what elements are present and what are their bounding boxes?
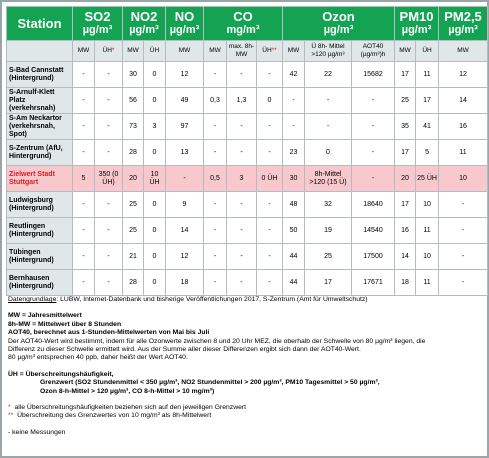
table-cell: 18640 xyxy=(352,192,395,218)
table-cell: - xyxy=(204,244,227,270)
table-cell: 0 xyxy=(305,140,352,166)
sub-no-mw: MW xyxy=(166,41,204,62)
table-cell: 32 xyxy=(305,192,352,218)
table-cell: 18 xyxy=(395,270,416,296)
table-cell: 18 xyxy=(166,270,204,296)
table-cell: 13 xyxy=(166,140,204,166)
table-cell: 0 xyxy=(144,270,166,296)
table-cell: 5 xyxy=(73,166,95,192)
table-cell: - xyxy=(95,140,123,166)
table-cell: 16 xyxy=(395,218,416,244)
table-cell: 0 xyxy=(144,192,166,218)
table-cell: 17 xyxy=(395,62,416,88)
table-cell: 20 xyxy=(123,166,144,192)
note-grenz2: Ozon 8-h-Mittel > 120 µg/m³, CO 8-h-Mittel > 10 mg/m³) xyxy=(40,387,215,395)
table-cell: - xyxy=(95,114,123,140)
note-uh: ÜH = Überschreitungshäufigkeit, xyxy=(8,370,114,378)
table-cell: 14 xyxy=(439,88,488,114)
table-cell: 25 xyxy=(123,218,144,244)
table-cell: - xyxy=(73,218,95,244)
table-cell: 44 xyxy=(283,270,305,296)
table-cell: - xyxy=(305,114,352,140)
note-dash: - keine Messungen xyxy=(8,428,66,436)
note-grenz1: Grenzwert (SO2 Stundenmittel < 350 µg/m³, NO2 Stundenmittel > 200 µg/m³, PM10 Tagesmittel > 50 µg/m³, xyxy=(40,379,380,387)
table-cell: 14540 xyxy=(352,218,395,244)
table-cell: 0 xyxy=(144,62,166,88)
table-cell: - xyxy=(95,62,123,88)
table-cell: 48 xyxy=(283,192,305,218)
header-pm10: PM10 µg/m³ xyxy=(395,7,439,41)
table-cell: - xyxy=(95,270,123,296)
table-cell: - xyxy=(95,88,123,114)
sub-no2-uh: ÜH xyxy=(144,41,166,62)
table-row xyxy=(7,244,488,270)
table-cell: - xyxy=(204,270,227,296)
header-no: NO µg/m³ xyxy=(166,7,204,41)
table-cell: 10 xyxy=(416,192,439,218)
table-cell: - xyxy=(227,114,257,140)
note-star2: ** Überschreitung des Grenzwertes von 10 mg/m³ als 8h-Mittelwert xyxy=(8,412,212,420)
table-cell: 25 xyxy=(395,88,416,114)
header-no2: NO2 µg/m³ xyxy=(123,7,166,41)
table-cell: 17671 xyxy=(352,270,395,296)
table-cell: - xyxy=(227,62,257,88)
table-cell: - xyxy=(227,244,257,270)
note-mw8: 8h-MW = Mittelwert über 8 Stunden xyxy=(8,320,122,328)
table-cell: 9 xyxy=(166,192,204,218)
table-cell: - xyxy=(73,114,95,140)
station-name: S-Bad Cannstatt (Hintergrund) xyxy=(7,62,73,88)
table-cell: 12 xyxy=(166,62,204,88)
table-cell: 12 xyxy=(166,244,204,270)
sub-co-mw: MW xyxy=(204,41,227,62)
subheader-row xyxy=(7,41,488,62)
header-so2: SO2 µg/m³ xyxy=(73,7,123,41)
table-cell: 17 xyxy=(305,270,352,296)
sub-ozon-mw: MW xyxy=(283,41,305,62)
station-name: S-Am Neckartor (verkehrsnah, Spot) xyxy=(7,114,73,140)
table-cell: - xyxy=(257,192,283,218)
table-cell: - xyxy=(305,88,352,114)
table-cell: - xyxy=(95,244,123,270)
sub-ozon-uh8: Ü 8h- Mittel >120 µg/m³ xyxy=(305,41,352,62)
table-cell: - xyxy=(257,114,283,140)
table-cell: 19 xyxy=(305,218,352,244)
footnotes xyxy=(8,296,484,437)
table-cell: 0 xyxy=(144,88,166,114)
table-cell: 56 xyxy=(123,88,144,114)
table-cell: 17 xyxy=(395,192,416,218)
table-cell: - xyxy=(166,166,204,192)
table-cell: - xyxy=(204,114,227,140)
table-cell: - xyxy=(95,218,123,244)
table-cell: - xyxy=(73,244,95,270)
table-cell: 11 xyxy=(416,270,439,296)
sub-ozon-aot: AOT40 (µg/m³)h xyxy=(352,41,395,62)
table-cell: - xyxy=(227,218,257,244)
table-cell: - xyxy=(204,62,227,88)
table-cell: - xyxy=(73,88,95,114)
table-cell: 0 ÜH xyxy=(257,166,283,192)
note-aot-text2: Differenz zu dieser Schwelle ermittelt wird. Aus der Summe aller dieser Differenzen ergibt sich dann der AOT40-Wert. xyxy=(8,346,361,354)
table-cell: 17 xyxy=(395,140,416,166)
table-row xyxy=(7,140,488,166)
table-cell: 25 xyxy=(123,192,144,218)
table-cell: 0 xyxy=(144,244,166,270)
table-cell: 17500 xyxy=(352,244,395,270)
sub-so2-uh: ÜH* xyxy=(95,41,123,62)
table-cell: 0,3 xyxy=(204,88,227,114)
table-cell: 8h-Mittel >120 (15 Ü) xyxy=(305,166,352,192)
table-cell: 50 xyxy=(283,218,305,244)
table-cell: - xyxy=(204,140,227,166)
table-row xyxy=(7,88,488,114)
table-cell: - xyxy=(227,192,257,218)
table-cell: 3 xyxy=(227,166,257,192)
table-cell: - xyxy=(95,192,123,218)
station-name: Tübingen (Hintergrund) xyxy=(7,244,73,270)
note-star1: * alle Überschreitungshäufigkeiten beziehen sich auf den jeweiligen Grenzwert xyxy=(8,404,247,412)
air-quality-table xyxy=(6,6,488,296)
station-name: S-Zentrum (AfU, Hintergrund) xyxy=(7,140,73,166)
table-row xyxy=(7,270,488,296)
table-cell: - xyxy=(73,62,95,88)
table-cell: - xyxy=(439,244,488,270)
table-cell: 44 xyxy=(283,244,305,270)
station-name: Bernhausen (Hintergrund) xyxy=(7,270,73,296)
header-ozon: Ozon µg/m³ xyxy=(283,7,395,41)
sub-no2-mw: MW xyxy=(123,41,144,62)
table-cell: 35 xyxy=(395,114,416,140)
table-cell: - xyxy=(257,62,283,88)
table-row xyxy=(7,62,488,88)
table-row xyxy=(7,114,488,140)
table-cell: 97 xyxy=(166,114,204,140)
sub-pm10-uh: ÜH xyxy=(416,41,439,62)
table-row xyxy=(7,192,488,218)
table-cell: 25 xyxy=(305,244,352,270)
table-cell: - xyxy=(204,218,227,244)
table-cell: 11 xyxy=(439,140,488,166)
table-cell: 0,5 xyxy=(204,166,227,192)
sub-pm25-mw: MW xyxy=(439,41,488,62)
header-co: CO mg/m³ xyxy=(204,7,283,41)
table-cell: 73 xyxy=(123,114,144,140)
table-cell: 41 xyxy=(416,114,439,140)
table-cell: - xyxy=(257,218,283,244)
table-cell: - xyxy=(204,192,227,218)
header-row xyxy=(7,7,488,41)
table-cell: 5 xyxy=(416,140,439,166)
table-cell: 11 xyxy=(416,62,439,88)
table-cell: 49 xyxy=(166,88,204,114)
table-cell: 15682 xyxy=(352,62,395,88)
header-pm25: PM2,5 µg/m³ xyxy=(439,7,488,41)
table-cell: - xyxy=(352,166,395,192)
station-name: Zielwert Stadt Stuttgart xyxy=(7,166,73,192)
table-cell: 23 xyxy=(283,140,305,166)
table-cell: - xyxy=(439,192,488,218)
table-cell: 42 xyxy=(283,62,305,88)
sub-co-uh: ÜH** xyxy=(257,41,283,62)
note-aot: AOT40, berechnet aus 1-Stunden-Mittelwerten von Mai bis Juli xyxy=(8,329,210,337)
subheader-station-blank xyxy=(7,41,73,62)
table-cell: 25 ÜH xyxy=(416,166,439,192)
table-cell: - xyxy=(283,88,305,114)
table-cell: 10 xyxy=(439,166,488,192)
table-cell: 17 xyxy=(416,88,439,114)
table-cell: 3 xyxy=(144,114,166,140)
table-cell: - xyxy=(73,192,95,218)
table-cell: 22 xyxy=(305,62,352,88)
table-cell: - xyxy=(352,114,395,140)
table-cell: 21 xyxy=(123,244,144,270)
header-station: Station xyxy=(7,7,73,41)
note-aot-text1: Der AOT40-Wert wird bestimmt, indem für alle Ozonwerte zwischen 8 und 20 Uhr MEZ, die oberhalb der Schwelle von 80 µg/m³ liegen, die xyxy=(8,337,426,345)
table-cell: 0 xyxy=(257,88,283,114)
station-name: Reutlingen (Hintergrund) xyxy=(7,218,73,244)
table-cell: - xyxy=(73,270,95,296)
sub-so2-mw: MW xyxy=(73,41,95,62)
table-cell: 14 xyxy=(166,218,204,244)
table-cell: - xyxy=(283,114,305,140)
table-cell: 20 xyxy=(395,166,416,192)
table-cell: - xyxy=(227,140,257,166)
table-cell: - xyxy=(257,140,283,166)
zielwert-row xyxy=(7,166,488,192)
station-name: S-Arnulf-Klett Platz (verkehrsnah) xyxy=(7,88,73,114)
sub-co-max: max. 8h-MW xyxy=(227,41,257,62)
table-cell: 12 xyxy=(439,62,488,88)
table-cell: - xyxy=(227,270,257,296)
table-cell: 14 xyxy=(395,244,416,270)
table-cell: 0 xyxy=(144,218,166,244)
table-cell: 11 xyxy=(416,218,439,244)
table-cell: 10 ÜH xyxy=(144,166,166,192)
table-cell: - xyxy=(352,88,395,114)
table-cell: - xyxy=(439,218,488,244)
table-cell: - xyxy=(439,270,488,296)
source-line: Datengrundlage: LUBW, Internet-Datenbank und bisherige Veröffentlichungen 2017, S-Zentrum (Amt für Umweltschutz) xyxy=(8,296,368,303)
table-cell: 28 xyxy=(123,140,144,166)
table-cell: 350 (0 ÜH) xyxy=(95,166,123,192)
table-cell: - xyxy=(257,270,283,296)
table-cell: - xyxy=(257,244,283,270)
sub-pm10-mw: MW xyxy=(395,41,416,62)
station-name: Ludwigsburg (Hintergrund) xyxy=(7,192,73,218)
table-cell: 30 xyxy=(283,166,305,192)
table-cell: - xyxy=(73,140,95,166)
note-aot-text3: 80 µg/m³ entsprechen 40 ppb, daher heißt der Wert AOT40. xyxy=(8,354,188,362)
table-row xyxy=(7,218,488,244)
table-cell: - xyxy=(352,140,395,166)
note-mw: MW = Jahresmittelwert xyxy=(8,312,82,320)
table-cell: 1,3 xyxy=(227,88,257,114)
table-cell: 16 xyxy=(439,114,488,140)
table-cell: 30 xyxy=(123,62,144,88)
table-cell: 0 xyxy=(144,140,166,166)
table-cell: 10 xyxy=(416,244,439,270)
table-cell: 28 xyxy=(123,270,144,296)
